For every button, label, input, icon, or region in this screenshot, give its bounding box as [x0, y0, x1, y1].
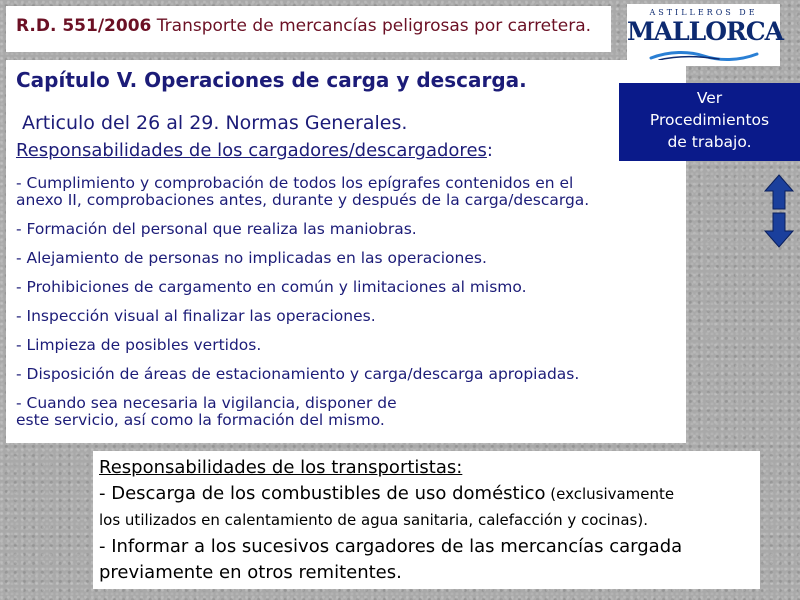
header-bar	[6, 6, 611, 52]
list-item: - Limpieza de posibles vertidos.	[16, 336, 262, 354]
loaders-responsibilities-list	[16, 175, 686, 441]
arrow-down-icon[interactable]	[764, 212, 794, 248]
nav-button-line-3: de trabajo.	[667, 133, 752, 151]
carrier-item-2: - Informar a los sucesivos cargadores de las mercancías cargada	[99, 536, 683, 557]
list-item: - Formación del personal que realiza las maniobras.	[16, 220, 417, 238]
carriers-section-title: Responsabilidades de los transportistas:	[99, 457, 463, 478]
carrier-item-1-continuation: los utilizados en calentamiento de agua sanitaria, calefacción y cocinas).	[99, 511, 648, 529]
carrier-item-2-continuation: previamente en otros remitentes.	[99, 562, 402, 583]
header-title-text: Transporte de mercancías peligrosas por carretera.	[151, 16, 592, 36]
decree-reference: R.D. 551/2006	[16, 16, 152, 36]
nav-button-line-1: Ver	[696, 89, 723, 107]
company-logo	[627, 4, 784, 66]
list-item: - Inspección visual al finalizar las operaciones.	[16, 307, 376, 325]
article-title: Articulo del 26 al 29. Normas Generales.	[22, 112, 408, 134]
list-item: - Prohibiciones de cargamento en común y limitaciones al mismo.	[16, 278, 527, 296]
list-item: - Cumplimiento y comprobación de todos los epígrafes contenidos en el anexo II, comprobaciones antes, durante y después de la carga/descarga.	[16, 174, 590, 209]
logo-top-text: ASTILLEROS DE	[649, 8, 758, 17]
loaders-section-title	[16, 140, 493, 161]
carrier-item-1-main: - Descarga de los combustibles de uso doméstico	[99, 483, 546, 504]
list-item: - Cuando sea necesaria la vigilancia, disponer de este servicio, así como la formación del mismo.	[16, 394, 397, 429]
page-header-title	[16, 16, 591, 36]
carriers-panel	[93, 451, 760, 589]
nav-button-line-2: Procedimientos	[649, 111, 770, 129]
carrier-item-1-note: (exclusivamente	[545, 485, 675, 503]
list-item: - Disposición de áreas de estacionamiento y carga/descarga apropiadas.	[16, 365, 580, 383]
chapter-title: Capítulo V. Operaciones de carga y descarga.	[16, 68, 527, 92]
loaders-section-colon: :	[486, 140, 493, 161]
navigation-arrows	[764, 174, 794, 248]
arrow-up-icon[interactable]	[764, 174, 794, 210]
view-work-procedures-button[interactable]	[619, 83, 800, 161]
list-item: - Alejamiento de personas no implicadas en las operaciones.	[16, 249, 487, 267]
loading-unloading-panel	[6, 60, 686, 443]
logo-main-text: MALLORCA	[627, 17, 784, 46]
loaders-section-heading: Responsabilidades de los cargadores/descargadores	[16, 140, 487, 161]
carrier-item-1	[99, 483, 674, 504]
